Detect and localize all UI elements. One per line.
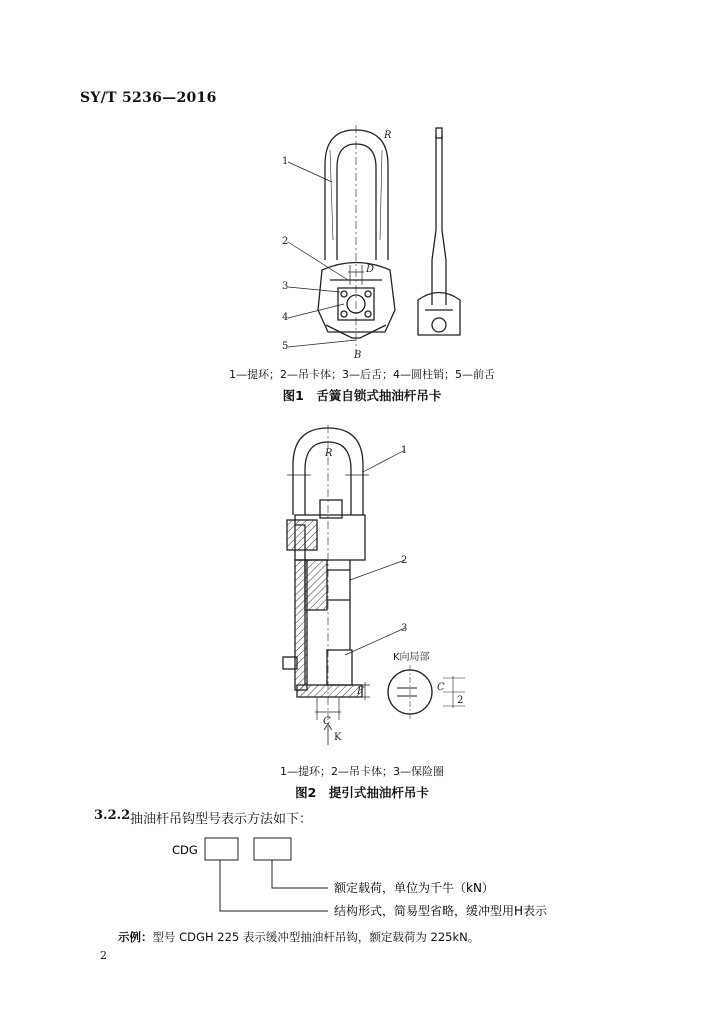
section-text: 抽油杆吊钩型号表示方法如下： <box>130 812 313 827</box>
figure1-title: 图1 舌簧自锁式抽油杆吊卡 <box>282 388 442 403</box>
example-label: 示例： <box>118 930 153 944</box>
fig1-label-1: 1 <box>282 156 289 167</box>
structure-box <box>205 838 238 860</box>
fig1-label-3: 3 <box>282 281 289 292</box>
figure2-title: 图2 提引式抽油杆吊卡 <box>295 785 429 800</box>
fig2-label-1: 1 <box>401 445 408 456</box>
example-text: 型号 CDGH 225 表示缓冲型抽油杆吊钩，额定载荷为 225kN。 <box>152 930 480 944</box>
fig1-label-5: 5 <box>282 341 289 352</box>
model-line1: 额定载荷，单位为千牛（kN） <box>334 881 494 895</box>
fig2-label-3: 3 <box>401 623 408 634</box>
fig2-label-R: R <box>325 448 333 459</box>
model-line2: 结构形式，简易型省略，缓冲型用H表示 <box>334 904 548 918</box>
fig1-label-4: 4 <box>282 312 289 323</box>
fig2-k-view-label: K向局部 <box>393 652 430 663</box>
fig2-label-F: F <box>357 686 364 697</box>
model-prefix: CDG <box>172 843 198 857</box>
figure1-legend: 1—提环；2—吊卡体；3—后舌；4—圆柱销；5—前舌 <box>229 368 495 381</box>
fig1-label-R: R <box>384 130 392 141</box>
page-number: 2 <box>100 949 107 962</box>
fig2-label-2-dim: 2 <box>457 695 464 706</box>
fig2-label-K: K <box>334 732 342 743</box>
figure2-drawing <box>265 420 480 755</box>
fig2-label-C2: C <box>437 682 445 693</box>
model-designation-diagram <box>150 832 600 922</box>
load-box <box>254 838 291 860</box>
standard-code: SY/T 5236—2016 <box>80 90 217 106</box>
fig2-label-2: 2 <box>401 555 408 566</box>
figure1-drawing <box>270 120 480 360</box>
fig1-label-D: D <box>366 264 375 275</box>
fig2-label-C: C <box>323 716 331 727</box>
fig1-label-2: 2 <box>282 236 289 247</box>
fig1-label-B: B <box>354 350 362 360</box>
figure2-legend: 1—提环；2—吊卡体；3—保险圈 <box>280 765 444 778</box>
example-line <box>118 929 479 945</box>
section-number: 3.2.2 <box>94 808 131 823</box>
